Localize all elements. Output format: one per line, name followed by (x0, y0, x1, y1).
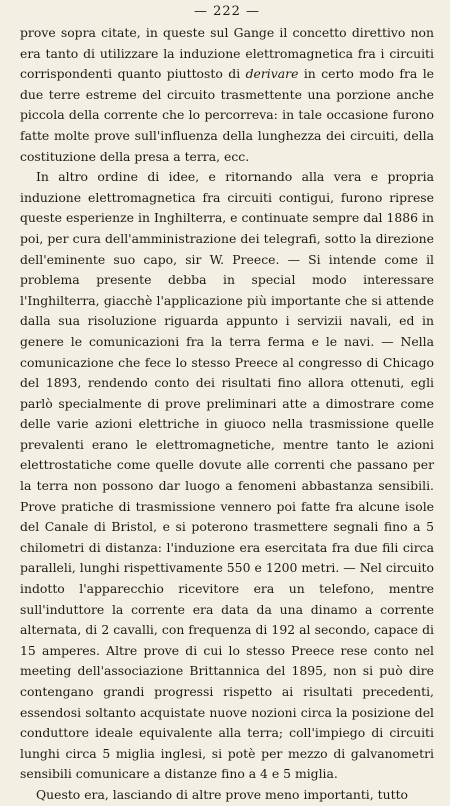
text-run: Questo era, lasciando di altre prove meno importanti, tutto (36, 786, 409, 802)
paragraph-2 (20, 167, 434, 785)
text-run: In altro ordine di idee, e ritornando alla vera e propria induzione elettromagnetica fra circuiti contigui, furono riprese queste esperienze in Inghilterra, e continuate sempre dal 1886 in poi, per cura dell'amministrazione dei telegrafi, sotto la direzione dell'eminente suo capo, sir W. Preece. — Si intende come il problema presente debba in special modo interessare l'Inghilterra, giacchè l'applicazione più importante che si attende dalla sua risoluzione riguarda appunto i servizii navali, ed in genere le comunicazioni fra la terra ferma e le navi. — Nella comunicazione che fece lo stesso Preece al congresso di Chicago del 1893, rendendo conto dei risultati fino allora ottenuti, egli parlò specialmente di prove preliminari atte a dimostrare come delle varie azioni elettriche in giuoco nella trasmissione quelle prevalenti erano le elettromagnetiche, mentre tanto le azioni elettrostatiche come quelle dovute alle correnti che passano per la terra non possono dar luogo a fenomeni abbastanza sensibili. Prove pratiche di trasmissione vennero poi fatte fra alcune isole del Canale di Bristol, e si poterono trasmettere segnali fino a 5 chilometri di distanza: l'induzione era esercitata fra due fili circa paralleli, lunghi rispettivamente 550 e 1200 metri. — Nel circuito indotto l'apparecchio ricevitore era un telefono, mentre sull'induttore la corrente era data da una dinamo a corrente alternata, di 2 cavalli, con frequenza di 192 al secondo, capace di 15 amperes. Altre prove di cui lo stesso Preece rese conto nel meeting dell'associazione Brittannica del 1895, non si può dire contengano grandi progressi rispetto ai risultati precedenti, essendosi soltanto acquistate nuove nozioni circa la posizione del conduttore ideale equivalente alla terra; coll'impiego di circuiti lunghi circa 5 miglia inglesi, si potè per mezzo di galvanometri sensibili comunicare a distanze fino a 4 e 5 miglia. (20, 169, 434, 782)
paragraph-1 (20, 23, 434, 167)
italic-term: derivare (245, 66, 299, 82)
page-number: — 222 — (193, 4, 261, 19)
text-run: prove sopra citate, in queste sul Gange il concetto direttivo non era tanto di utilizzare la induzione elettromagnetica fra i circuiti corrispondenti quanto piuttosto di (20, 25, 434, 82)
text-run: in certo modo fra le due terre estreme del circuito trasmettente una porzione anche piccola della corrente che lo percorreva: in tale occasione furono fatte molte prove sull'influenza della lunghezza dei circuiti, della costituzione della presa a terra, ecc. (20, 66, 434, 164)
paragraph-3 (20, 785, 434, 806)
body-text (20, 23, 434, 806)
